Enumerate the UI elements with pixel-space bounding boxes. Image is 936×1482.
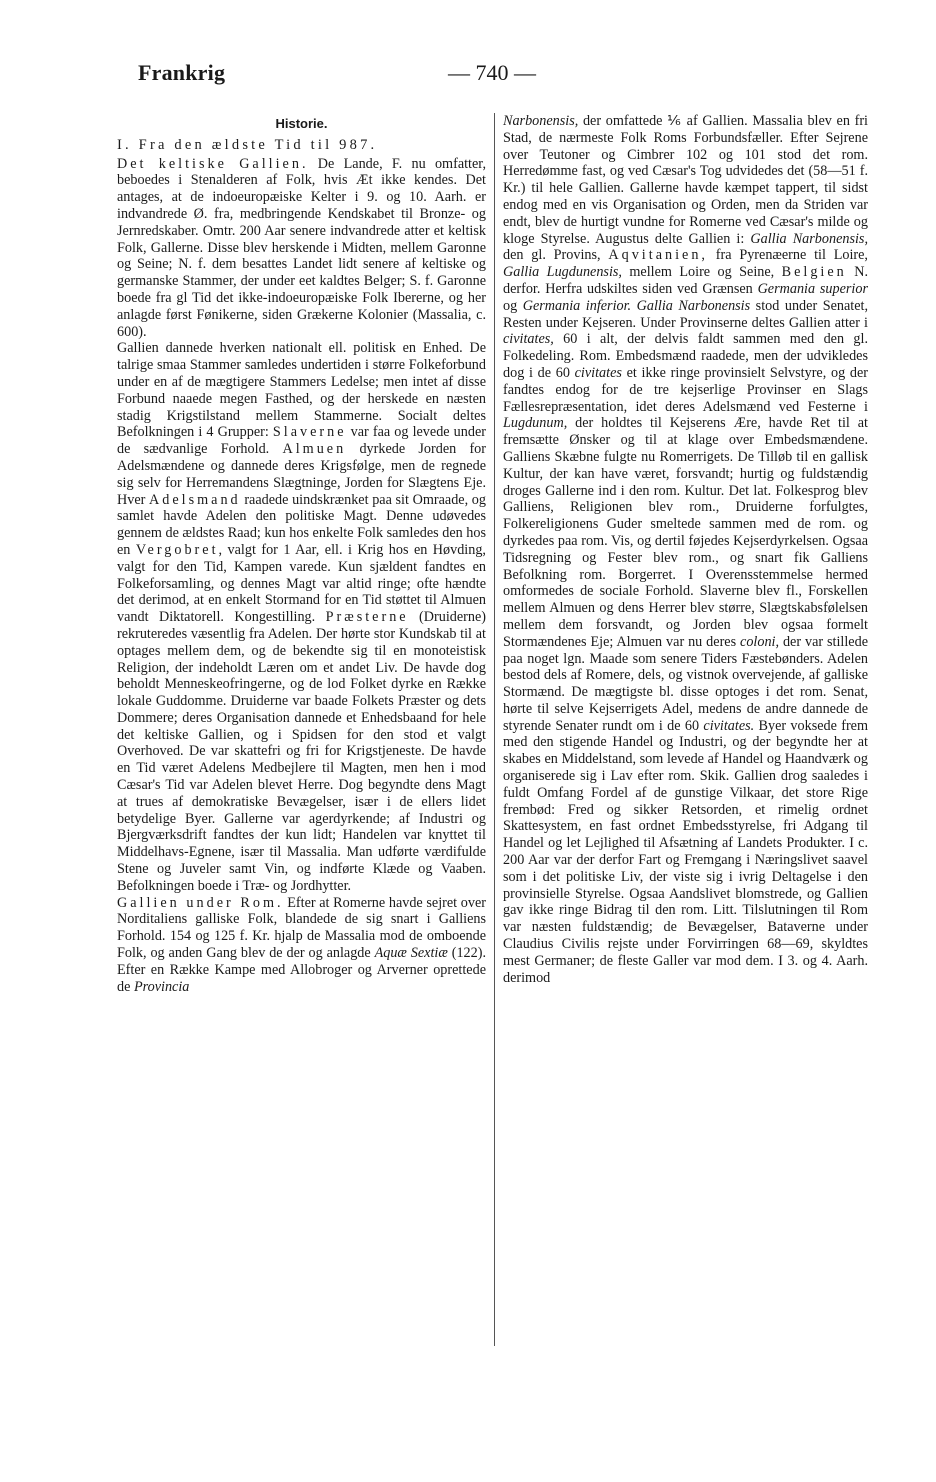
paragraph-det-keltiske-gallien — [117, 156, 486, 341]
term-narbonensis: Narbonensis, — [503, 113, 579, 129]
paragraph-text: fra Pyrenæerne til Loire, — [707, 247, 868, 264]
term-coloni: coloni, — [740, 633, 780, 650]
paragraph-text: var faa og levede under de sædvanlige Forhold. — [117, 424, 486, 458]
paragraph-text: raadede uindskrænket paa sit Omraade, og samlet havde Adelen den politiske Magt. Denne udøvedes gennem de ældstes Raad; kun hos enkelte Folk samledes den hos en — [117, 491, 486, 558]
term-civitates: civitates — [574, 364, 622, 381]
paragraph-text: og — [503, 297, 523, 314]
period-title: I. Fra den ældste Tid til 987. — [117, 136, 378, 153]
term-lugdunum: Lugdunum, — [503, 415, 568, 432]
paragraph-text: Efter at Romerne havde sejret over Norditaliens galliske Folk, blandede de sig snart i Galliens Forhold. 154 og 125 f. Kr. hjalp de Massalia mod de omboende Folk, og anden Gang blev de der og anlagde — [117, 894, 487, 962]
page-number: — 740 — — [448, 60, 536, 85]
term-germania-superior: Germania superior — [757, 280, 868, 297]
page-header — [138, 60, 878, 94]
paragraph-text: den gl. Provins, — [503, 247, 609, 264]
term-civitates: civitates, — [503, 331, 554, 348]
paragraph-lead: Det keltiske Gallien. — [117, 155, 309, 172]
left-column — [117, 113, 486, 995]
term-provincia: Provincia — [133, 978, 190, 995]
term-civitates: civitates. — [703, 717, 755, 734]
paragraph-lead: Gallien under Rom. — [117, 894, 284, 911]
term-belgien: Belgien — [781, 264, 847, 281]
term-vergobret: Vergobret — [135, 541, 219, 558]
term-almuen: Almuen — [282, 441, 347, 458]
paragraph-text: (Druiderne) rekruteredes væsentlig fra Adelen. Der hørte stor Kundskab til at optages mellem dem, og de bekendte sig til en monoteistisk Religion, der indeholdt Læren om et andet Liv. De havde dog beholdt Menneskeofringerne, og de lod Folket dyrke en Række lokale Guddomme. Druiderne var baade Folkets Præster og dets Dommere; deres Organisation dannede et Enhedsbaand for hele det keltiske Gallien, og i Spidsen for den stod et valgt Overhoved. De var skattefri og fri for Krigstjeneste. De havde en Tid været Adelens Medbejlere til Magten, men hen i mod Cæsar's Tid var Adelen blevet Herre. Dog begyndte dens Magt at trues af demokratiske Bevægelser, især i de ellers lidet betydelige Byer. Gallerne var agerdyrkende; af Industri og Bjergværksdrift fandtes der kun lidt; Handelen var knyttet til Middelhavs-Egnene, især til Massalia. Man udførte værdifulde Stene og Juveler samt Vin, og indførte Klæde og Vaaben. Befolkningen boede i Træ- og Jordhytter. — [117, 609, 486, 894]
paragraph-text: 60 i alt, der delvis faldt sammen med den gl. Folkedeling. Rom. Embedsmænd raadede, men der udvikledes dog i de 60 — [503, 331, 868, 381]
term-gallia-narbonensis: Gallia Narbonensis, — [750, 230, 868, 247]
paragraph-text: stod under Senatet, Resten under Kejseren. Under Provinserne deltes Gallien atter i — [503, 297, 868, 331]
paragraph-text: Byer voksede frem med den stigende Handel og Industri, og der begyndte her at skabes en Middelstand, som levede af Handel og Haandværk og organiserede sig i Lav efter rom. Skik. Gallien drog saaledes i fuldt Omfang Fordel af de gunstige Vilkaar, det store Rige frembød: Fred og sikker Retsorden, et rimelig ordnet Skattesystem, en fast ordnet Embedsstyrelse, fri Adgang til Handel og let Lejlighed til Afsætning af Landets Produkter. I c. 200 Aar var der derfor Fart og Fremgang i Næringslivet saavel som i det politiske Liv, der viste sig i ivrig Deltagelse i den provinsielle Styrelse. Ogsaa Aandslivet blomstrede, og Gallien gav ikke ringe Bidrag til den rom. Litt. Tilslutningen til Rom var næsten fuldstændig; de Bevægelser, Bataverne under Claudius Civilis rejste under Forvirringen 68—69, skyldtes mest Germaner; de fleste Galler var mod dem. I 3. og 4. Aarh. derimod — [503, 717, 869, 986]
paragraph-text: der holdtes til Kejserens Ære, havde Ret til at fremsætte Ønsker og til at klage over Embedsmændene. Galliens Skæbne fulgte nu Romerrigets. De Tilløb til en gallisk Kultur, der kan have været, forsvandt; hurtig og fuldstændig droges Gallerne ind i den rom. Kultur. Det lat. Folkesprog blev Galliens, Religionen blev rom., Druiderne forfulgtes, Folkereligionens Guder smeltede sammen med de rom. og dyrkedes paa rom. Vis, og dertil føjedes Kejserdyrkelsen. Ogsaa Tidsregning og Fester blev rom., og snart fik Galliens Befolkning rom. Borgerret. I Overensstemmelse hermed omformedes de sociale Forhold. Slaverne blev fl., Forskellen mellem Almuen og dens Herrer blev større, Slægtskabsfølelsen mellem dem forsvandt, og Jorden blev ogsaa formelt Stormændenes Eje; Almuen var nu deres — [503, 415, 868, 650]
paragraph-text: (122). Efter en Række Kampe med Allobroger og Arverner oprettede de — [117, 945, 486, 995]
paragraph-text: mellem Loire og Seine, — [621, 264, 782, 281]
paragraph-text: der omfattede ⅙ af Gallien. Massalia blev en fri Stad, de nærmeste Folk Roms Forbundsfæller. Efter Sejrene over Teutoner og Cimbrer 102 og 101 stod det rom. Herredømme fast, og ved Cæsar's Tog udvidedes det (58—51 f. Kr.) til hele Gallien. Gallerne havde kæmpet tappert, til sidst endog med en vis Organisation og Orden, men da Striden var endt, blev de hurtigt vundne for Romerne ved Cæsar's milde og kloge Styrelse. Augustus delte Gallien i: — [503, 113, 868, 247]
paragraph-text: N. derfor. Herfra udskiltes siden ved Grænsen — [503, 264, 869, 297]
paragraph-text: , valgt for 1 Aar, ell. i Krig hos en Høvding, valgt for den Tid, Kampen varede. Kun sjældent fandtes en Folkeforsamling, og dennes Magt var altid ringe; ofte hændte det derimod, at en enkelt Stormand for en Tid støttet til Almuen vandt Diktatorell. Kongestilling. — [117, 541, 486, 626]
paragraph-continuation — [503, 113, 868, 986]
column-divider — [494, 113, 495, 1346]
term-gallia-lugdunensis: Gallia Lugdunensis, — [503, 264, 622, 281]
running-head: Frankrig — [138, 60, 226, 85]
paragraph-text: Gallien dannede hverken nationalt ell. politisk en Enhed. De talrige smaa Stammer samledes undertiden i større Folkeforbund under en af de mægtigere Stammers Ledelse; men intet af disse Forbund naaede megen Fasthed, og der herskede en næsten stadig Krigstilstand mellem Stammerne. Socialt deltes Befolkningen i 4 Grupper: — [117, 340, 486, 441]
term-germania-inferior: Germania inferior. Gallia Narbonensis — [522, 297, 751, 314]
paragraph-gallien-dannede — [117, 340, 486, 894]
term-slaverne: Slaverne — [272, 424, 347, 441]
section-title: Historie. — [275, 116, 328, 131]
right-column — [503, 113, 868, 986]
term-aqvitanien: Aqvitanien, — [608, 247, 708, 264]
paragraph-text: dyrkede Jorden for Adelsmændene og dannede deres Krigsfølge, men de regnede sig selv for Herremandens Slægtninge, Jorden for Slægtens Eje. Hver — [117, 441, 486, 508]
term-aquae-sextiae: Aquæ Sextiæ — [374, 945, 448, 962]
paragraph-text: der var stillede paa noget lgn. Maade som senere Tiders Fæstebønders. Adelen bestod dels af Romere, dels, og vistnok overvejende, af galliske Stormænd. De mægtigste bl. disse optoges i det rom. Senat, hørte til selve Kejserrigets Adel, medens de andre dannede de styrende Senater rundt om i de 60 — [503, 633, 868, 734]
term-adelsmand: Adelsmand — [149, 491, 241, 508]
paragraph-text: De Lande, F. nu omfatter, beboedes i Stenalderen af Folk, hvis Æt ikke kendes. Det antages, at de indoeuropæiske Kelter i 9. og 10. Aarh. er indvandrede Ø. fra, medbringende Kendskabet til Bronze- og Jernredskaber. Omtr. 200 Aar senere indvandrede atter et keltisk Folk, Gallerne. Disse blev herskende i Midten, mellem Garonne og Seine; N. f. dem besattes Landet lidt senere af keltiske og germanske Stammer, der under eet kaldtes Belger; S. f. Garonne boede fra gl Tid det ikke-indoeuropæiske Folk Ibererne, og her anlagde først Fønikerne, siden Grækerne Kolonier (Massalia, c. 600). — [117, 155, 486, 340]
paragraph-text: et ikke ringe provinsielt Selvstyre, og der fandtes endog for de tre kejserlige Provinser en Slags Fællesrepræsentation, idet deres Adelsmænd ved Festerne i — [503, 364, 868, 415]
term-praesterne: Præsterne — [325, 609, 409, 626]
paragraph-gallien-under-rom — [117, 895, 486, 996]
